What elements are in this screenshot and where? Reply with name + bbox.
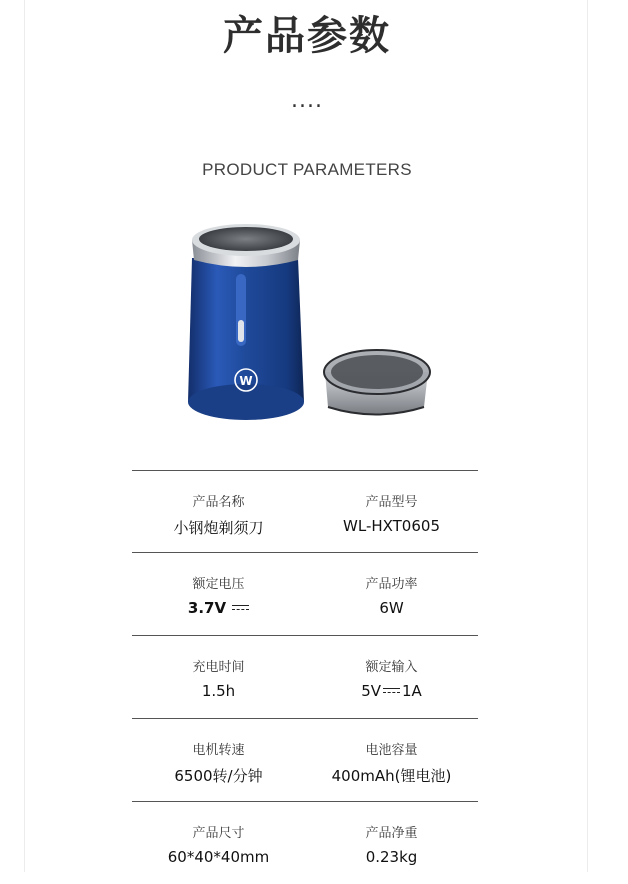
- spec-label: 额定输入: [365, 660, 418, 675]
- spec-value: [132, 765, 305, 786]
- spec-label: 充电时间: [192, 660, 245, 675]
- spec-value-text: 1.5h: [201, 682, 236, 700]
- spec-value-suffix: 1A: [402, 682, 422, 700]
- spec-cell: [305, 636, 478, 700]
- spec-row: [132, 635, 478, 718]
- page-subtitle: PRODUCT PARAMETERS: [202, 160, 412, 179]
- spec-label: 产品型号: [365, 495, 418, 510]
- spec-cell: [132, 471, 305, 538]
- spec-cell: [305, 553, 478, 617]
- spec-value: [305, 765, 478, 786]
- svg-text:W: W: [239, 374, 253, 388]
- spec-cell: [132, 719, 305, 786]
- spec-cell: [132, 802, 305, 866]
- dc-symbol-icon: [383, 687, 400, 695]
- spec-label: 产品功率: [365, 577, 418, 592]
- spec-value-text: WL-HXT0605: [343, 517, 440, 535]
- spec-value-text: 6500转/分钟: [174, 767, 263, 785]
- shaver-body: [188, 258, 304, 420]
- spec-value: [305, 682, 478, 700]
- spec-row: [132, 470, 478, 553]
- spec-row: [132, 718, 478, 801]
- spec-value-text: 60*40*40mm: [167, 848, 270, 866]
- spec-value: [132, 848, 305, 866]
- spec-value: [305, 848, 478, 866]
- spec-cell: [305, 719, 478, 786]
- spec-value-text: 400mAh(锂电池): [331, 767, 452, 785]
- spec-value-text: 6W: [379, 599, 404, 617]
- title-dots: ....: [291, 88, 323, 113]
- spec-cell: [132, 553, 305, 617]
- spec-label: 产品尺寸: [192, 826, 245, 841]
- spec-label: 产品净重: [365, 826, 418, 841]
- spec-value: [132, 599, 305, 617]
- spec-cell: [305, 471, 478, 535]
- spec-value: [305, 517, 478, 535]
- spec-value-text: 0.23kg: [365, 848, 418, 866]
- spec-cell: [132, 636, 305, 700]
- shaver-cap: [324, 350, 430, 415]
- spec-label: 额定电压: [192, 577, 245, 592]
- spec-value: [132, 517, 305, 538]
- spec-label: 电池容量: [365, 743, 418, 758]
- spec-row: [132, 552, 478, 635]
- product-image: [170, 212, 450, 432]
- shaver-head: [192, 224, 300, 267]
- spec-value: [305, 599, 478, 617]
- spec-cell: [305, 802, 478, 866]
- dc-symbol-icon: [232, 604, 249, 612]
- spec-value-text: 3.7V: [187, 599, 227, 617]
- spec-value: [132, 682, 305, 700]
- spec-value-text: 5V: [361, 682, 381, 700]
- spec-label: 电机转速: [192, 743, 245, 758]
- page-title: 产品参数: [223, 13, 391, 59]
- spec-label: 产品名称: [192, 495, 245, 510]
- spec-value-text: 小钢炮剃须刀: [173, 519, 264, 537]
